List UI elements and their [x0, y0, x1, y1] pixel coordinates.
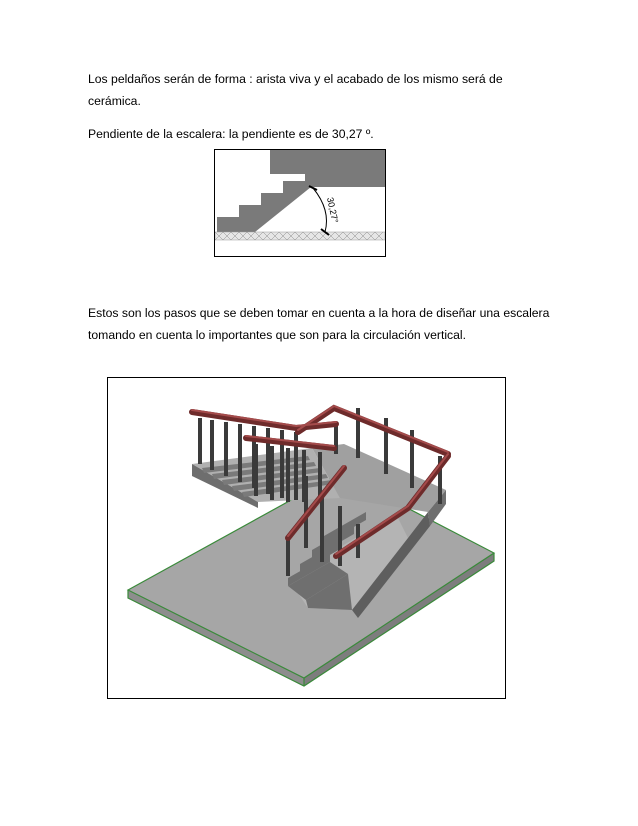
isometric-staircase-illustration: [108, 378, 505, 698]
stair-section-drawing: [215, 150, 385, 256]
angle-label: 30,27°: [325, 196, 341, 224]
slope-paragraph: Pendiente de la escalera: la pendiente es de 30,27 º.: [88, 127, 374, 141]
design-steps-paragraph: Estos son los pasos que se deben tomar en cuenta a la hora de diseñar una escalera tomando en cuenta lo importantes que son para la circulación vertical.: [88, 306, 550, 342]
stairs-finish-paragraph: Los peldaños serán de forma : arista viva y el acabado de los mismo será de cerámica.: [88, 72, 503, 108]
isometric-staircase-figure: [107, 377, 506, 699]
stair-slope-section-figure: [214, 149, 386, 257]
angle-arc: [313, 188, 327, 232]
stair-flight: [217, 174, 311, 232]
